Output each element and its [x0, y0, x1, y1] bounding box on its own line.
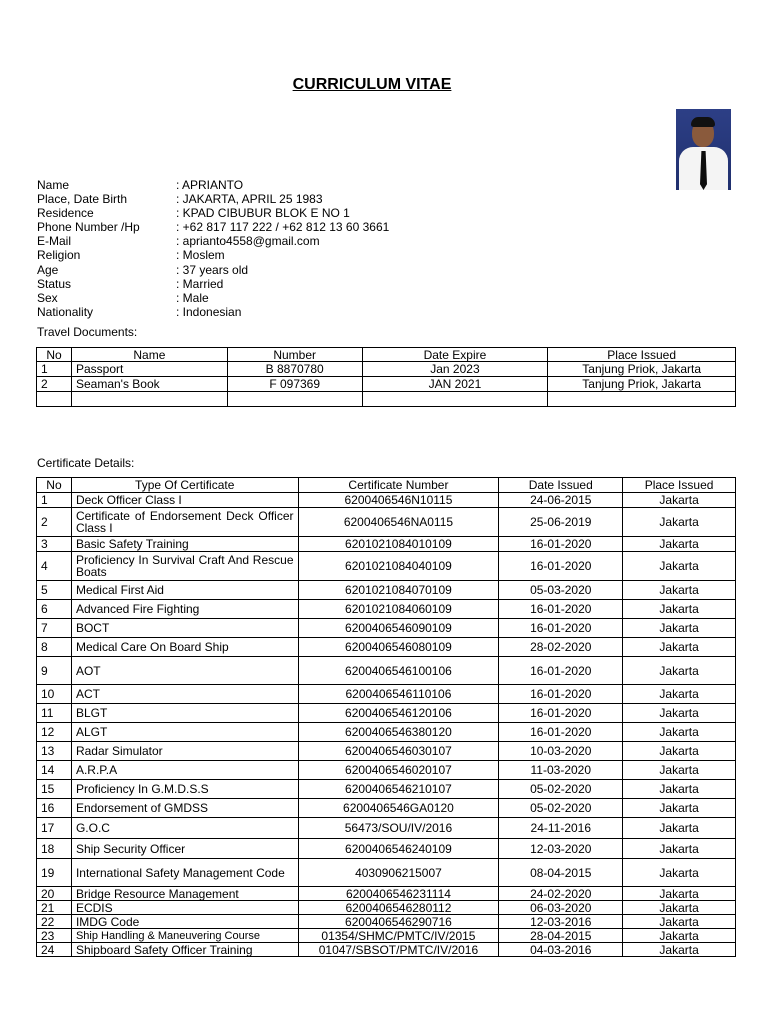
- table-cell: 2: [37, 508, 72, 537]
- header-cell: No: [37, 478, 72, 493]
- table-cell: 6200406546290716: [298, 915, 499, 929]
- header-cell: Place Issued: [548, 348, 736, 362]
- table-cell: 11-03-2020: [499, 761, 623, 780]
- header-cell: Place Issued: [623, 478, 736, 493]
- table-cell: 15: [37, 780, 72, 799]
- table-cell: 6201021084040109: [298, 552, 499, 581]
- table-row: [37, 392, 736, 407]
- table-cell: Jakarta: [623, 742, 736, 761]
- table-cell: Jakarta: [623, 619, 736, 638]
- table-cell: Tanjung Priok, Jakarta: [548, 362, 736, 377]
- table-cell: AOT: [71, 657, 298, 685]
- table-row: [37, 638, 736, 657]
- table-cell: 20: [37, 887, 72, 901]
- table-row: [37, 685, 736, 704]
- table-row: [37, 493, 736, 508]
- info-value: : APRIANTO: [176, 178, 244, 192]
- info-row-residence: [37, 207, 389, 221]
- header-cell: Type Of Certificate: [71, 478, 298, 493]
- table-row: [37, 581, 736, 600]
- table-row: [37, 377, 736, 392]
- table-cell: [362, 392, 548, 407]
- table-cell: 16-01-2020: [499, 704, 623, 723]
- table-cell: Jakarta: [623, 723, 736, 742]
- table-cell: 1: [37, 362, 72, 377]
- info-row-age: [37, 264, 389, 278]
- table-cell: 6200406546100106: [298, 657, 499, 685]
- table-cell: Passport: [71, 362, 227, 377]
- info-row-birth: [37, 193, 389, 207]
- table-row: [37, 859, 736, 887]
- table-cell: 12: [37, 723, 72, 742]
- table-header-row: [37, 348, 736, 362]
- table-cell: 6201021084010109: [298, 537, 499, 552]
- info-value: : Moslem: [176, 248, 225, 263]
- table-row: [37, 943, 736, 957]
- table-cell: 16-01-2020: [499, 537, 623, 552]
- table-cell: 05-02-2020: [499, 780, 623, 799]
- info-value: : Male: [176, 290, 209, 305]
- table-cell: Jakarta: [623, 638, 736, 657]
- table-cell: Jan 2023: [362, 362, 548, 377]
- table-cell: Jakarta: [623, 859, 736, 887]
- table-cell: A.R.P.A: [71, 761, 298, 780]
- info-label: Sex: [37, 290, 58, 305]
- table-cell: 6200406546GA0120: [298, 799, 499, 818]
- table-cell: 6200406546080109: [298, 638, 499, 657]
- table-cell: 4030906215007: [298, 859, 499, 887]
- table-row: [37, 537, 736, 552]
- info-value: : Indonesian: [176, 304, 242, 319]
- table-cell: Proficiency In Survival Craft And Rescue Boats: [71, 552, 298, 581]
- table-cell: 17: [37, 818, 72, 839]
- table-cell: 05-03-2020: [499, 581, 623, 600]
- table-cell: [37, 392, 72, 407]
- table-cell: Certificate of Endorsement Deck Officer Class I: [71, 508, 298, 537]
- table-cell: Jakarta: [623, 761, 736, 780]
- table-cell: 18: [37, 839, 72, 859]
- table-cell: 16-01-2020: [499, 619, 623, 638]
- table-row: [37, 600, 736, 619]
- page-title: CURRICULUM VITAE: [292, 76, 452, 93]
- info-label: Religion: [37, 248, 81, 263]
- table-cell: 16-01-2020: [499, 552, 623, 581]
- info-value: : +62 817 117 222 / +62 812 13 60 3661: [176, 220, 390, 235]
- table-cell: 24-02-2020: [499, 887, 623, 901]
- travel-documents-label: Travel Documents:: [37, 325, 138, 339]
- table-cell: 6200406546240109: [298, 839, 499, 859]
- table-row: [37, 887, 736, 901]
- table-cell: Jakarta: [623, 493, 736, 508]
- info-value: : 37 years old: [176, 262, 249, 277]
- table-cell: 28-04-2015: [499, 929, 623, 943]
- table-cell: 6200406546020107: [298, 761, 499, 780]
- table-cell: 12-03-2020: [499, 839, 623, 859]
- table-header-row: [37, 478, 736, 493]
- table-row: [37, 901, 736, 915]
- table-cell: Jakarta: [623, 685, 736, 704]
- table-row: [37, 799, 736, 818]
- table-cell: [227, 392, 362, 407]
- table-cell: Radar Simulator: [71, 742, 298, 761]
- header-cell: Date Issued: [499, 478, 623, 493]
- table-cell: 6200406546090109: [298, 619, 499, 638]
- table-cell: 25-06-2019: [499, 508, 623, 537]
- table-cell: 05-02-2020: [499, 799, 623, 818]
- table-cell: BOCT: [71, 619, 298, 638]
- table-cell: 2: [37, 377, 72, 392]
- table-cell: G.O.C: [71, 818, 298, 839]
- table-cell: 08-04-2015: [499, 859, 623, 887]
- table-cell: 8: [37, 638, 72, 657]
- table-cell: 01354/SHMC/PMTC/IV/2015: [298, 929, 499, 943]
- table-cell: Endorsement of GMDSS: [71, 799, 298, 818]
- table-cell: 6200406546110106: [298, 685, 499, 704]
- table-row: [37, 619, 736, 638]
- table-cell: [548, 392, 736, 407]
- table-cell: 5: [37, 581, 72, 600]
- info-row-nationality: [37, 306, 389, 320]
- table-cell: 1: [37, 493, 72, 508]
- table-cell: 16-01-2020: [499, 657, 623, 685]
- table-row: [37, 723, 736, 742]
- table-cell: 24-11-2016: [499, 818, 623, 839]
- info-value: : JAKARTA, APRIL 25 1983: [176, 192, 323, 207]
- table-cell: F 097369: [227, 377, 362, 392]
- table-row: [37, 915, 736, 929]
- header-cell: No: [37, 348, 72, 362]
- table-cell: 24-06-2015: [499, 493, 623, 508]
- info-label: Phone Number /Hp: [37, 220, 140, 235]
- table-cell: 6200406546030107: [298, 742, 499, 761]
- table-cell: 14: [37, 761, 72, 780]
- table-cell: B 8870780: [227, 362, 362, 377]
- table-cell: Jakarta: [623, 508, 736, 537]
- table-cell: 4: [37, 552, 72, 581]
- table-cell: Jakarta: [623, 552, 736, 581]
- table-cell: 16: [37, 799, 72, 818]
- table-cell: 11: [37, 704, 72, 723]
- info-row-name: [37, 179, 389, 193]
- table-row: [37, 839, 736, 859]
- table-cell: Jakarta: [623, 799, 736, 818]
- header-cell: Number: [227, 348, 362, 362]
- table-cell: Advanced Fire Fighting: [71, 600, 298, 619]
- table-row: [37, 929, 736, 943]
- table-cell: 6201021084060109: [298, 600, 499, 619]
- table-cell: BLGT: [71, 704, 298, 723]
- table-cell: ECDIS: [71, 901, 298, 915]
- table-cell: Jakarta: [623, 901, 736, 915]
- info-value: : KPAD CIBUBUR BLOK E NO 1: [176, 206, 350, 221]
- table-cell: 6200406546231114: [298, 887, 499, 901]
- info-label: Residence: [37, 206, 94, 221]
- table-cell: 21: [37, 901, 72, 915]
- info-label: Name: [37, 178, 70, 192]
- table-cell: Deck Officer Class I: [71, 493, 298, 508]
- header-cell: Name: [71, 348, 227, 362]
- table-cell: JAN 2021: [362, 377, 548, 392]
- personal-details: [37, 179, 389, 320]
- certificate-details-label: Certificate Details:: [37, 456, 135, 470]
- table-row: [37, 657, 736, 685]
- info-label: Nationality: [37, 304, 94, 319]
- table-cell: Tanjung Priok, Jakarta: [548, 377, 736, 392]
- profile-photo: [676, 109, 731, 190]
- info-value: : Married: [176, 276, 224, 291]
- table-cell: 10: [37, 685, 72, 704]
- table-cell: 10-03-2020: [499, 742, 623, 761]
- table-cell: Ship Handling & Maneuvering Course: [71, 929, 298, 943]
- header-cell: Date Expire: [362, 348, 548, 362]
- info-label: Age: [37, 262, 59, 277]
- table-cell: Proficiency In G.M.D.S.S: [71, 780, 298, 799]
- table-cell: Jakarta: [623, 887, 736, 901]
- table-cell: International Safety Management Code: [71, 859, 298, 887]
- table-cell: 56473/SOU/IV/2016: [298, 818, 499, 839]
- table-cell: Jakarta: [623, 818, 736, 839]
- table-cell: 6201021084070109: [298, 581, 499, 600]
- table-cell: Bridge Resource Management: [71, 887, 298, 901]
- table-cell: Basic Safety Training: [71, 537, 298, 552]
- table-cell: IMDG Code: [71, 915, 298, 929]
- table-cell: Ship Security Officer: [71, 839, 298, 859]
- table-cell: 6200406546NA0115: [298, 508, 499, 537]
- table-cell: 01047/SBSOT/PMTC/IV/2016: [298, 943, 499, 957]
- table-cell: 19: [37, 859, 72, 887]
- info-value: : aprianto4558@gmail.com: [176, 234, 320, 249]
- table-cell: Jakarta: [623, 839, 736, 859]
- info-label: E-Mail: [37, 234, 72, 249]
- table-row: [37, 780, 736, 799]
- table-cell: 16-01-2020: [499, 600, 623, 619]
- table-row: [37, 704, 736, 723]
- table-row: [37, 508, 736, 537]
- table-cell: 3: [37, 537, 72, 552]
- table-cell: 23: [37, 929, 72, 943]
- table-cell: 7: [37, 619, 72, 638]
- table-cell: Medical Care On Board Ship: [71, 638, 298, 657]
- certificate-table: [36, 477, 736, 957]
- table-cell: 16-01-2020: [499, 723, 623, 742]
- table-cell: Jakarta: [623, 780, 736, 799]
- table-row: [37, 818, 736, 839]
- table-cell: [71, 392, 227, 407]
- table-cell: Jakarta: [623, 943, 736, 957]
- table-cell: 6200406546210107: [298, 780, 499, 799]
- info-label: Status: [37, 276, 72, 291]
- table-cell: 16-01-2020: [499, 685, 623, 704]
- table-cell: Jakarta: [623, 929, 736, 943]
- table-row: [37, 761, 736, 780]
- table-cell: 9: [37, 657, 72, 685]
- table-cell: Jakarta: [623, 581, 736, 600]
- info-row-email: [37, 235, 389, 249]
- table-cell: Shipboard Safety Officer Training: [71, 943, 298, 957]
- table-row: [37, 742, 736, 761]
- table-cell: 12-03-2016: [499, 915, 623, 929]
- table-cell: Jakarta: [623, 600, 736, 619]
- info-row-phone: [37, 221, 389, 235]
- info-row-sex: [37, 292, 389, 306]
- table-cell: 6200406546280112: [298, 901, 499, 915]
- table-cell: Jakarta: [623, 537, 736, 552]
- table-cell: 06-03-2020: [499, 901, 623, 915]
- table-cell: 13: [37, 742, 72, 761]
- table-cell: 22: [37, 915, 72, 929]
- table-cell: Jakarta: [623, 657, 736, 685]
- table-cell: 04-03-2016: [499, 943, 623, 957]
- table-cell: Medical First Aid: [71, 581, 298, 600]
- travel-documents-table: [36, 347, 736, 407]
- info-row-status: [37, 278, 389, 292]
- table-row: [37, 552, 736, 581]
- info-label: Place, Date Birth: [37, 192, 128, 207]
- header-cell: Certificate Number: [298, 478, 499, 493]
- table-cell: Seaman's Book: [71, 377, 227, 392]
- info-row-religion: [37, 249, 389, 263]
- table-row: [37, 362, 736, 377]
- table-cell: 6: [37, 600, 72, 619]
- table-cell: ALGT: [71, 723, 298, 742]
- table-cell: 24: [37, 943, 72, 957]
- table-cell: 28-02-2020: [499, 638, 623, 657]
- table-cell: Jakarta: [623, 915, 736, 929]
- table-cell: ACT: [71, 685, 298, 704]
- table-cell: 6200406546N10115: [298, 493, 499, 508]
- table-cell: Jakarta: [623, 704, 736, 723]
- table-cell: 6200406546380120: [298, 723, 499, 742]
- table-cell: 6200406546120106: [298, 704, 499, 723]
